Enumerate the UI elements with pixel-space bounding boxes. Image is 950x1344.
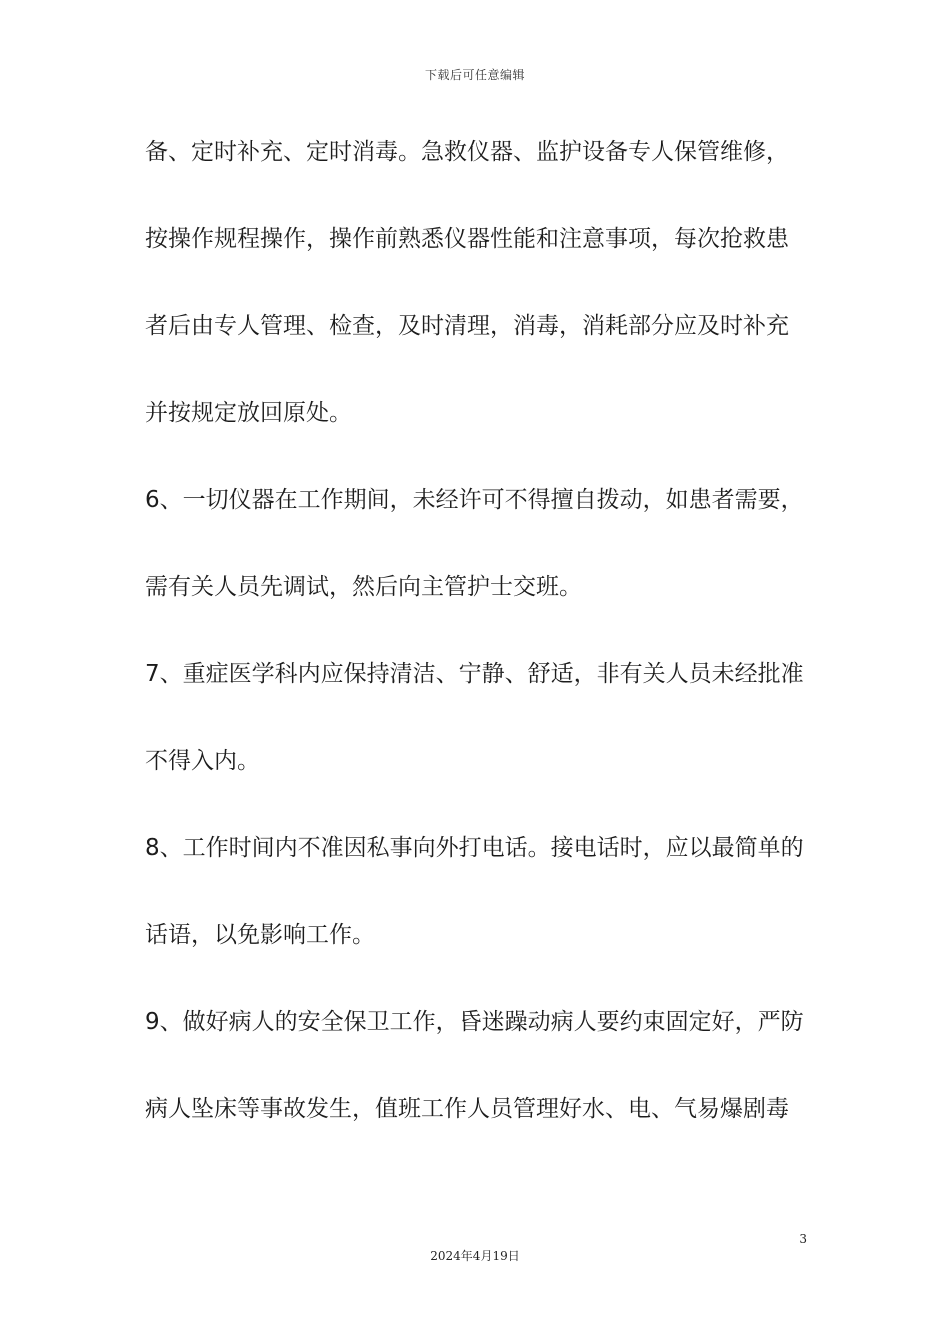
- body-line: 病人坠床等事故发生，值班工作人员管理好水、电、气易爆剧毒: [145, 1096, 789, 1122]
- page-number: 3: [799, 1232, 807, 1246]
- body-line: 按操作规程操作，操作前熟悉仪器性能和注意事项，每次抢救患: [145, 226, 789, 252]
- body-line: 并按规定放回原处。: [145, 400, 352, 426]
- body-line: 8、工作时间内不准因私事向外打电话。接电话时，应以最简单的: [145, 835, 804, 861]
- body-line: 话语，以免影响工作。: [145, 922, 375, 948]
- body-line: 不得入内。: [145, 748, 260, 774]
- body-line: 9、做好病人的安全保卫工作，昏迷躁动病人要约束固定好，严防: [145, 1009, 804, 1035]
- body-line: 需有关人员先调试，然后向主管护士交班。: [145, 574, 582, 600]
- document-body: [145, 126, 805, 1170]
- body-line: 者后由专人管理、检查，及时清理，消毒，消耗部分应及时补充: [145, 313, 789, 339]
- body-line: 7、重症医学科内应保持清洁、宁静、舒适，非有关人员未经批准: [145, 661, 804, 687]
- page-footer-date: 2024年4月19日: [430, 1249, 520, 1263]
- body-line: 6、一切仪器在工作期间，未经许可不得擅自拨动，如患者需要，: [145, 487, 804, 513]
- page-header: 下载后可任意编辑: [424, 68, 525, 82]
- body-line: 备、定时补充、定时消毒。急救仪器、监护设备专人保管维修，: [145, 139, 789, 165]
